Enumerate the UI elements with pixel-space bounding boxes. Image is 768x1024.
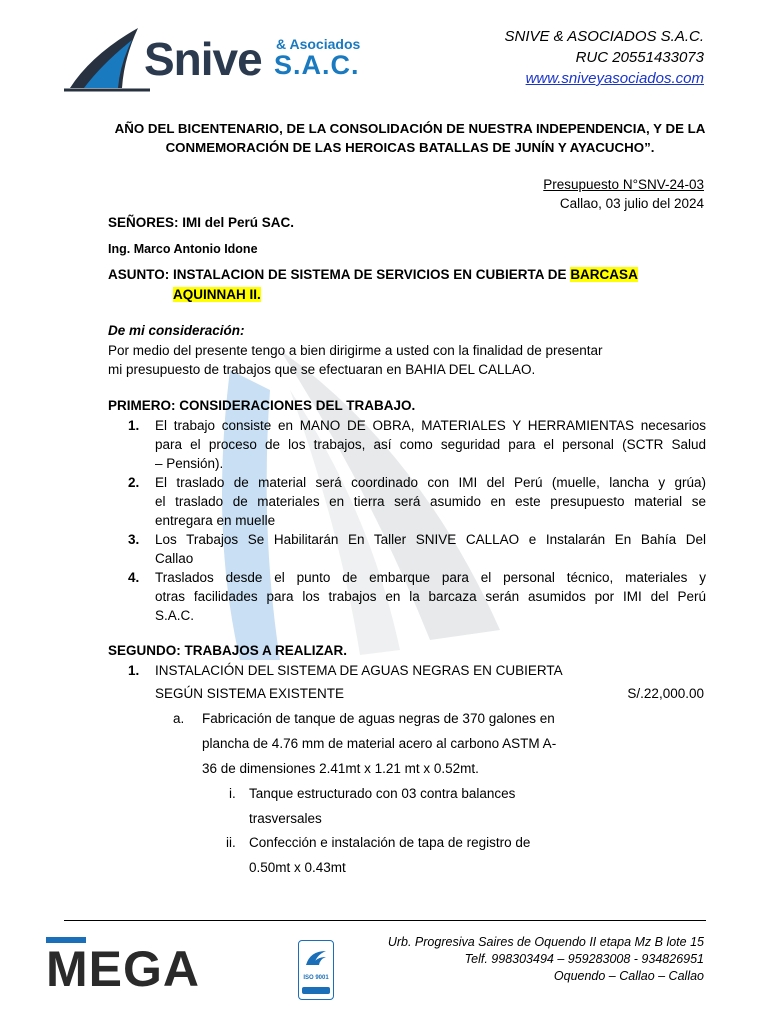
budget-number: Presupuesto N°SNV-24-03 [543,177,704,192]
footer-address [388,934,704,985]
intro-line2: mi presupuesto de trabajos que se efectuaran en BAHIA DEL CALLAO. [108,362,536,377]
sub-item-a [202,706,622,781]
subject-line [108,267,638,282]
item-line: otras facilidades para los trabajos en la barcaza serán asumidos por IMI del Perú [155,589,706,604]
item-line: Traslados desde el punto de embarque para el personal técnico, materiales y [155,570,706,585]
footer-phones: Telf. 998303494 – 959283008 - 934826951 [464,952,704,966]
sub-item-label: ii. [226,835,236,850]
item-number: 3. [128,532,140,547]
recipient-senores: SEÑORES: IMI del Perú SAC. [108,215,295,230]
company-website-link[interactable]: www.sniveyasociados.com [525,70,704,87]
sub-item-label: a. [173,711,185,726]
list-item [128,568,706,625]
sail-logo-icon [62,24,152,92]
item-line: El traslado de material será coordinado con IMI del Perú (muelle, lancha y grúa) [155,475,706,490]
mega-logo-text: MEGA [46,941,200,997]
logo-brand: Snive [144,33,262,85]
sub-item-ii [249,830,619,880]
footer-address1: Urb. Progresiva Saires de Oquendo II etapa Mz B lote 15 [387,935,704,949]
year-title-line1: AÑO DEL BICENTENARIO, DE LA CONSOLIDACIÓN DE NUESTRA INDEPENDENCIA, Y DE LA [114,121,706,136]
item-line: Los Trabajos Se Habilitarán En Taller SNIVE CALLAO e Instalarán En Bahía Del [155,532,706,547]
company-header [505,26,705,89]
sub-item-line: Tanque estructurado con 03 contra balances [249,786,516,801]
item-line: para el proceso de los trabajos, así como seguridad para el personal (SCTR Salud [155,437,706,452]
item-line: Callao [155,551,194,566]
greeting: De mi consideración: [108,323,245,338]
section1-title: PRIMERO: CONSIDERACIONES DEL TRABAJO. [108,398,416,413]
item-line: – Pensión). [155,456,224,471]
work-item [128,661,706,680]
footer-address2: Oquendo – Callao – Callao [553,969,704,983]
sub-item-line: plancha de 4.76 mm de material acero al carbono ASTM A- [202,736,557,751]
work-item-title2: SEGÚN SISTEMA EXISTENTE [155,686,345,701]
logo-tag1: & Asociados [276,36,361,52]
subject-highlight-barcasa: BARCASA [570,267,638,282]
sub-item-line: 36 de dimensiones 2.41mt x 1.21 mt x 0.52mt. [202,761,479,776]
footer-divider [64,920,706,921]
logo-tag2: S.A.C. [274,50,360,80]
sub-item-label: i. [229,786,236,801]
item-line: El trabajo consiste en MANO DE OBRA, MATERIALES Y HERRAMIENTAS necesarios [155,418,706,433]
iso-badge-strip [302,987,330,994]
item-number: 1. [128,418,140,433]
intro-line1: Por medio del presente tengo a bien dirigirme a usted con la finalidad de presentar [108,343,603,358]
item-number: 1. [128,663,140,678]
item-line: S.A.C. [155,608,195,623]
sub-item-line: trasversales [249,811,322,826]
item-line: el traslado de materiales en tierra será asumido en este presupuesto material se [155,494,706,509]
mega-logo [46,937,216,997]
recipient-contact: Ing. Marco Antonio Idone [108,242,258,256]
sub-item-line: Fabricación de tanque de aguas negras de 370 galones en [202,711,555,726]
work-item-price: S/.22,000.00 [627,686,704,701]
iso-badge-label: ISO 9001 [303,975,329,981]
intro-paragraph [108,341,706,379]
subject-text: INSTALACION DE SISTEMA DE SERVICIOS EN CUBIERTA DE [169,267,571,282]
list-item [128,416,706,473]
item-number: 4. [128,570,140,585]
company-name: SNIVE & ASOCIADOS S.A.C. [504,28,704,45]
item-line: entregara en muelle [155,513,276,528]
budget-date: Callao, 03 julio del 2024 [559,196,704,211]
item-number: 2. [128,475,140,490]
subject-line2 [173,287,261,302]
list-item [128,530,706,568]
section2-title: SEGUNDO: TRABAJOS A REALIZAR. [108,643,348,658]
company-ruc: RUC 20551433073 [575,49,704,66]
subject-label: ASUNTO: [108,267,170,282]
work-item-title: INSTALACIÓN DEL SISTEMA DE AGUAS NEGRAS EN CUBIERTA [155,663,563,678]
sub-item-line: Confección e instalación de tapa de registro de [249,835,531,850]
iso-badge [298,940,334,1000]
year-title-line2: CONMEMORACIÓN DE LAS HEROICAS BATALLAS DE JUNÍN Y AYACUCHO”. [165,140,655,155]
sub-item-line: 0.50mt x 0.43mt [249,860,346,875]
sub-item-i [249,781,619,831]
iso-badge-icon [304,947,328,969]
list-item [128,473,706,530]
subject-highlight-aquinnah: AQUINNAH II. [173,287,261,302]
snive-logo [62,24,362,94]
